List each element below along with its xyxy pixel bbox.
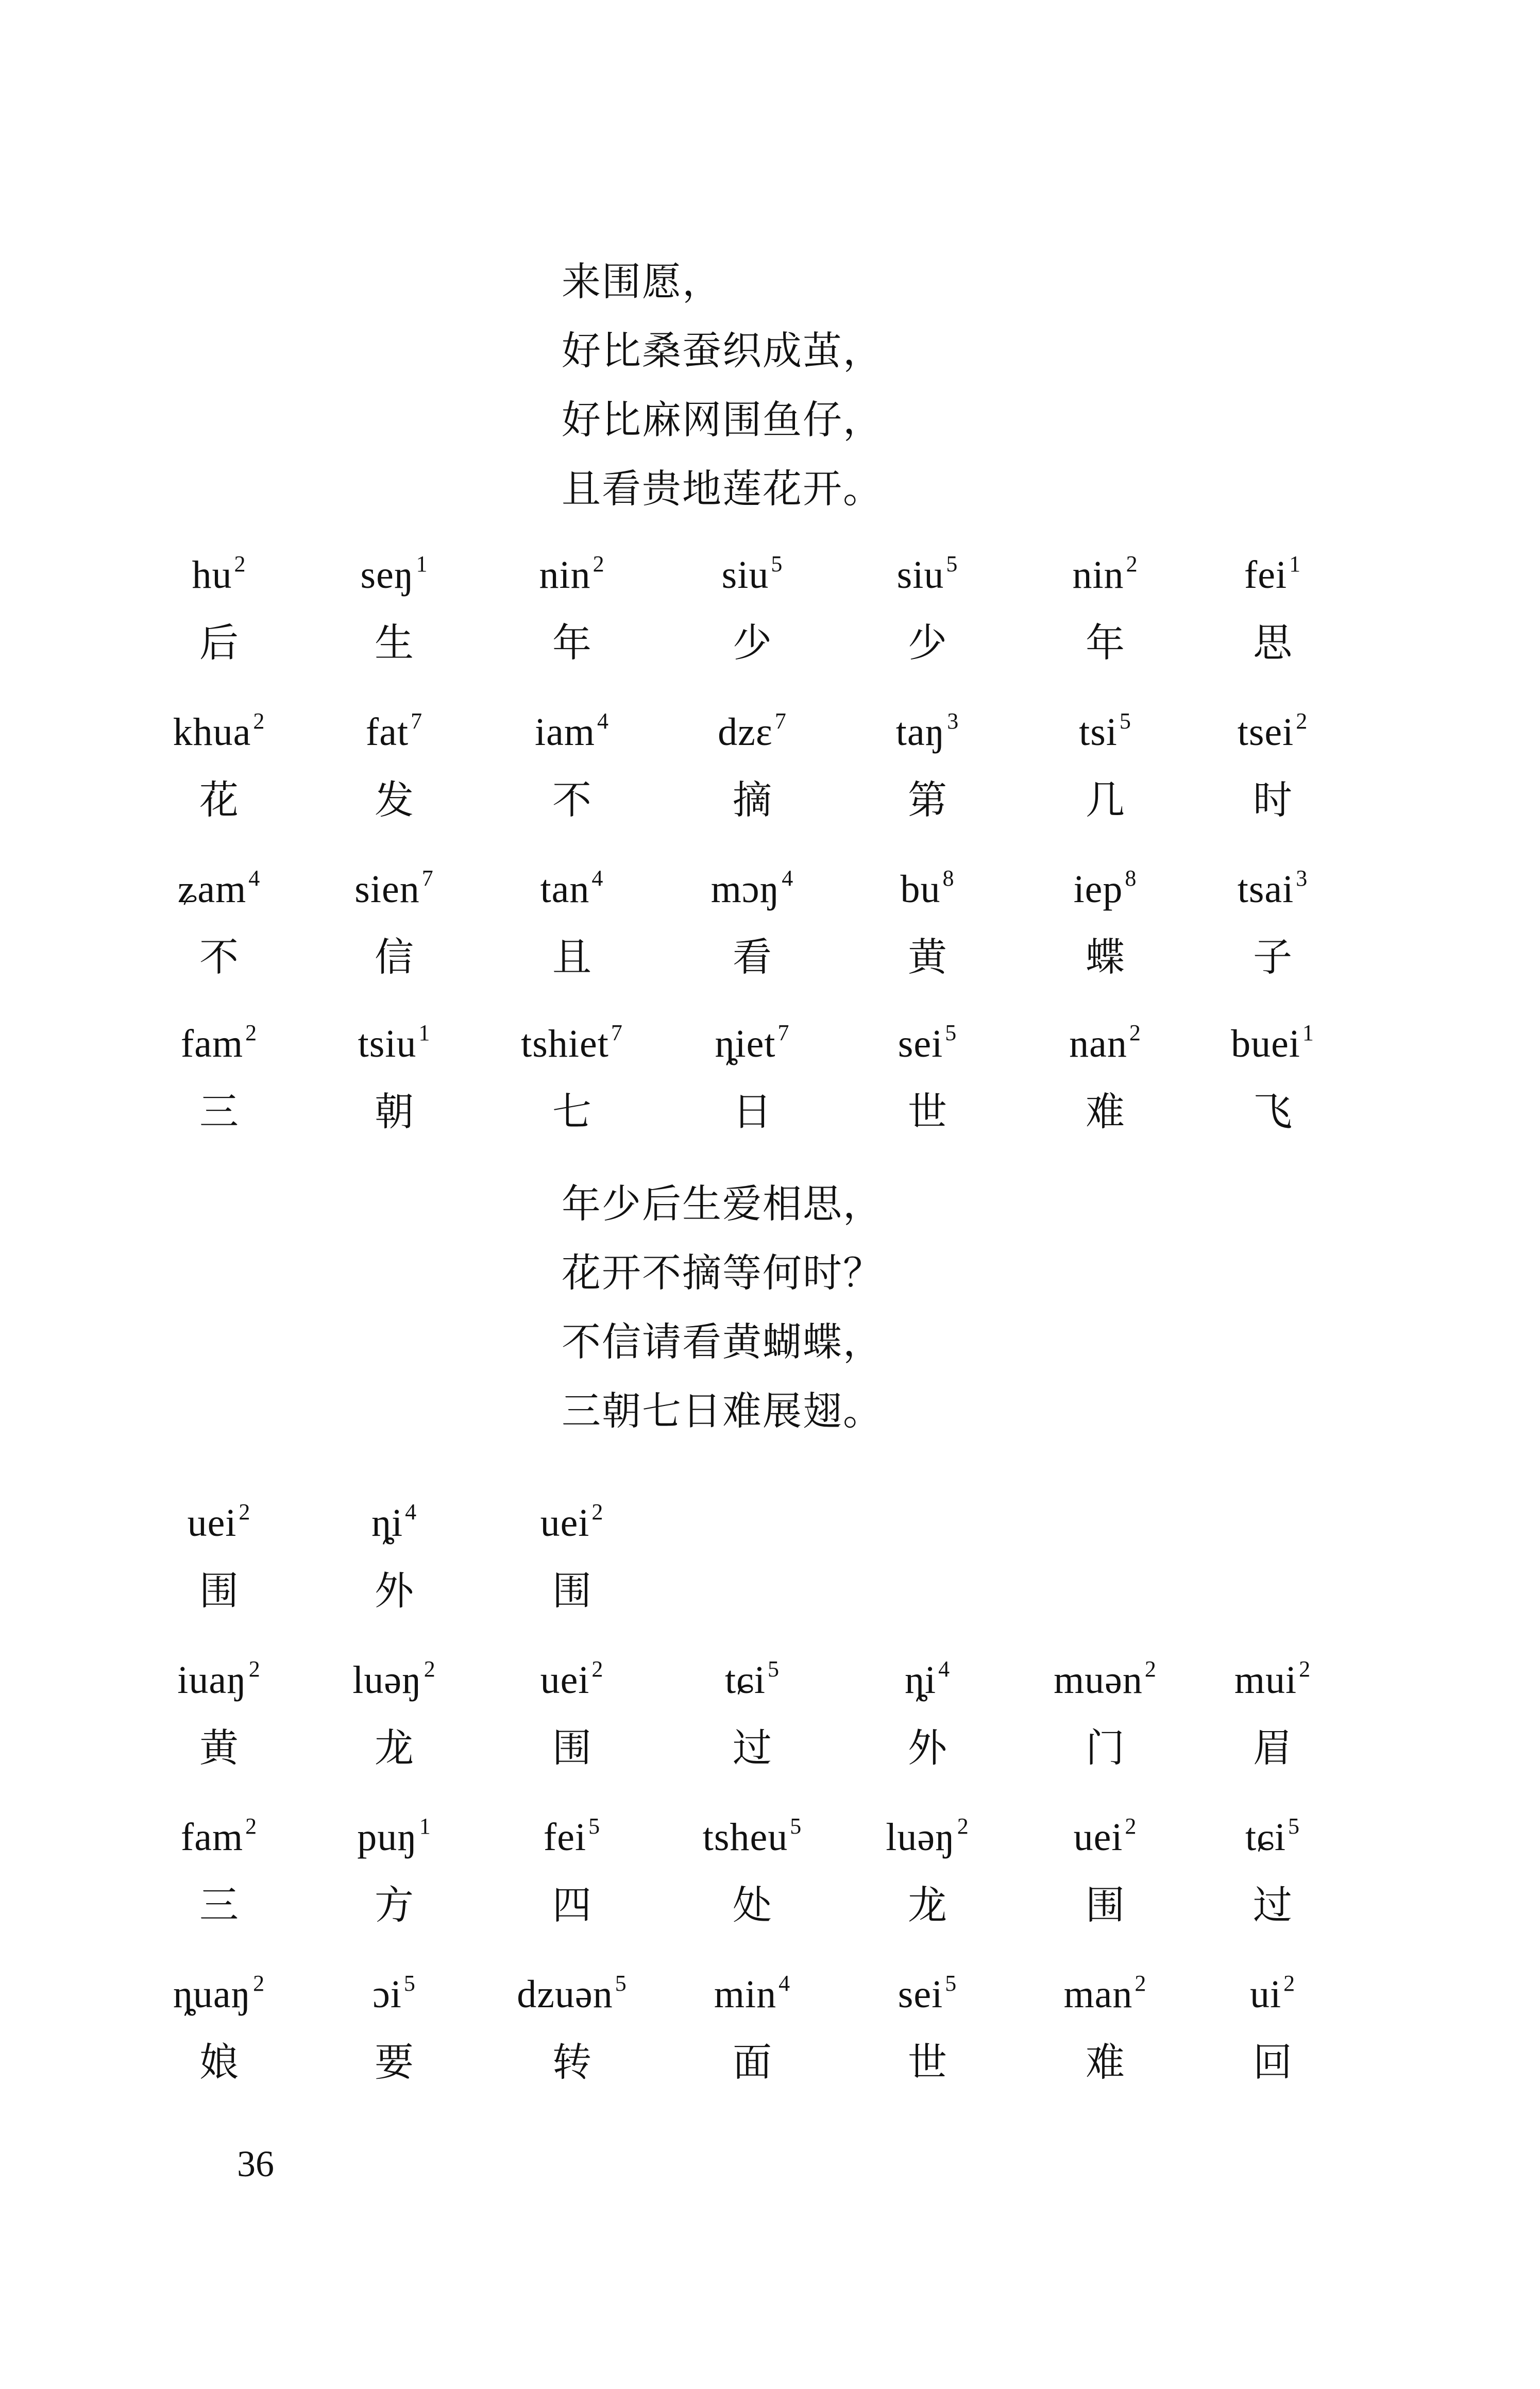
chinese-character: 时 [1253, 777, 1292, 823]
romanization: luəŋ$^2$ [886, 1814, 969, 1859]
romanization: siu$^5$ [721, 551, 783, 597]
romanization: tsei$^2$ [1237, 708, 1308, 754]
chinese-character: 方 [375, 1882, 414, 1928]
page-number: 36 [237, 2143, 274, 2184]
romanization: iep$^8$ [1073, 866, 1137, 911]
romanization: ȵuaŋ$^2$ [173, 1971, 265, 2016]
tone-number: 4 [938, 1656, 951, 1682]
tone-number: 2 [253, 1971, 265, 1996]
chinese-character: 飞 [1253, 1089, 1292, 1134]
gloss-cell [137, 693, 301, 828]
tone-number: 5 [946, 551, 958, 577]
gloss-cell [1190, 1955, 1355, 2091]
tone-number: 5 [1288, 1814, 1300, 1839]
romanization: nin$^2$ [539, 551, 605, 597]
chinese-character: 外 [375, 1568, 414, 1614]
gloss-cell [845, 536, 1010, 671]
tone-number: 2 [1296, 708, 1308, 734]
gloss-cell [137, 536, 301, 671]
chinese-character: 转 [552, 2039, 591, 2085]
romanization: ʑam$^4$ [177, 866, 261, 911]
chinese-character: 发 [375, 777, 414, 823]
gloss-cell [137, 1955, 301, 2091]
gloss-cell [489, 1955, 654, 2091]
romanization: tsiu$^1$ [358, 1020, 431, 1065]
chinese-character: 黄 [908, 934, 947, 980]
chinese-character: 娘 [199, 2039, 239, 2085]
romanization: buei$^1$ [1231, 1020, 1314, 1065]
tone-number: 5 [588, 1814, 601, 1839]
romanization: $\tan^4$ [540, 866, 604, 911]
gloss-cell [670, 1005, 835, 1140]
gloss-row [0, 1005, 1540, 1139]
tone-number: 5 [767, 1656, 780, 1682]
chinese-character: 过 [1253, 1882, 1292, 1928]
chinese-character: 世 [908, 1089, 947, 1134]
romanization: iuaŋ$^2$ [177, 1656, 261, 1702]
gloss-cell [1190, 1798, 1355, 1934]
romanization: uei$^2$ [540, 1499, 604, 1545]
tone-number: 7 [421, 866, 434, 891]
romanization: $hu^2$ [192, 551, 246, 597]
gloss-cell [845, 1641, 1010, 1776]
romanization: puŋ$^1$ [357, 1814, 431, 1859]
gloss-row [0, 850, 1540, 984]
tone-number: 1 [1302, 1020, 1314, 1045]
gloss-cell [489, 1484, 654, 1619]
chinese-character: 七 [552, 1089, 591, 1134]
tone-number: 2 [1144, 1656, 1157, 1682]
romanization: mɔŋ$^4$ [710, 866, 794, 911]
romanization: tsheu$^5$ [702, 1814, 802, 1859]
chinese-character: 不 [552, 777, 591, 823]
tone-number: 4 [597, 708, 609, 734]
gloss-cell [1190, 536, 1355, 671]
chinese-character: 门 [1086, 1725, 1125, 1771]
chinese-character: 且 [552, 934, 591, 980]
tone-number: 7 [777, 1020, 790, 1045]
chinese-character: 黄 [199, 1725, 239, 1771]
tone-number: 2 [1135, 1971, 1147, 1996]
tone-number: 4 [779, 1971, 791, 1996]
verse-stanza-1 [562, 247, 883, 523]
verse-line: 好比麻网围鱼仔， [562, 397, 883, 443]
romanization: uei$^2$ [187, 1499, 251, 1545]
gloss-cell [137, 850, 301, 986]
chinese-character: 少 [733, 620, 772, 666]
gloss-cell [1190, 1005, 1355, 1140]
verse-line: 好比桑蚕织成茧， [562, 328, 883, 374]
gloss-cell [489, 1798, 654, 1934]
romanization: uei$^2$ [1073, 1814, 1137, 1859]
tone-number: 5 [403, 1971, 416, 1996]
gloss-cell [137, 1484, 301, 1619]
gloss-row [0, 1641, 1540, 1775]
chinese-character: 子 [1253, 934, 1292, 980]
gloss-cell [312, 1484, 477, 1619]
romanization: $\min^4$ [714, 1971, 791, 2016]
verse-line: 花开不摘等何时？ [562, 1250, 883, 1296]
tone-number: 5 [790, 1814, 802, 1839]
tone-number: 2 [593, 551, 605, 577]
chinese-character: 回 [1253, 2039, 1292, 2085]
romanization: mui$^2$ [1234, 1656, 1311, 1702]
gloss-cell [1023, 536, 1188, 671]
gloss-cell [670, 693, 835, 828]
gloss-cell [1190, 850, 1355, 986]
gloss-cell [312, 1005, 477, 1140]
romanization: sei$^5$ [898, 1020, 957, 1065]
romanization: taŋ$^3$ [895, 708, 959, 754]
chinese-character: 围 [1086, 1882, 1125, 1928]
chinese-character: 看 [733, 934, 772, 980]
verse-line: 不信请看黄蝴蝶， [562, 1319, 883, 1365]
romanization: fei$^5$ [543, 1814, 601, 1859]
gloss-cell [845, 693, 1010, 828]
tone-number: 2 [239, 1499, 251, 1524]
romanization: nin$^2$ [1072, 551, 1138, 597]
gloss-cell [845, 1955, 1010, 2091]
tone-number: 8 [1125, 866, 1137, 891]
romanization: luəŋ$^2$ [352, 1656, 436, 1702]
romanization: muən$^2$ [1054, 1656, 1157, 1702]
romanization: ɔi$^5$ [373, 1971, 416, 2016]
gloss-cell [845, 1798, 1010, 1934]
gloss-cell [670, 850, 835, 986]
gloss-cell [489, 1641, 654, 1776]
romanization: sien$^7$ [354, 866, 434, 911]
romanization: dzuən$^5$ [517, 1971, 627, 2016]
gloss-cell [312, 1798, 477, 1934]
tone-number: 5 [615, 1971, 627, 1996]
chinese-character: 难 [1086, 2039, 1125, 2085]
tone-number: 2 [245, 1814, 258, 1839]
romanization: $ui^2$ [1249, 1971, 1296, 2016]
chinese-character: 龙 [908, 1882, 947, 1928]
romanization: tɕi$^5$ [1245, 1814, 1300, 1859]
gloss-cell [670, 1641, 835, 1776]
gloss-cell [1190, 1641, 1355, 1776]
romanization: $bu^8$ [900, 866, 955, 911]
tone-number: 5 [771, 551, 783, 577]
chinese-character: 龙 [375, 1725, 414, 1771]
gloss-cell [1190, 693, 1355, 828]
tone-number: 2 [253, 708, 265, 734]
chinese-character: 后 [199, 620, 239, 666]
chinese-character: 花 [199, 777, 239, 823]
romanization: nan$^2$ [1069, 1020, 1141, 1065]
chinese-character: 四 [552, 1882, 591, 1928]
tone-number: 3 [947, 708, 959, 734]
verse-line: 年少后生爱相思， [562, 1181, 883, 1227]
gloss-cell [312, 693, 477, 828]
gloss-cell [1023, 1798, 1188, 1934]
gloss-cell [489, 1005, 654, 1140]
gloss-cell [137, 1798, 301, 1934]
chinese-character: 蝶 [1086, 934, 1125, 980]
chinese-character: 信 [375, 934, 414, 980]
romanization: fei$^1$ [1244, 551, 1301, 597]
gloss-cell [489, 850, 654, 986]
romanization: iam$^4$ [535, 708, 609, 754]
tone-number: 2 [248, 1656, 261, 1682]
romanization: uei$^2$ [540, 1656, 604, 1702]
tone-number: 2 [424, 1656, 436, 1682]
tone-number: 2 [591, 1499, 604, 1524]
chinese-character: 三 [199, 1882, 239, 1928]
tone-number: 4 [405, 1499, 417, 1524]
romanization: fam$^2$ [180, 1814, 258, 1859]
tone-number: 2 [1129, 1020, 1141, 1045]
gloss-cell [845, 850, 1010, 986]
gloss-row [0, 1955, 1540, 2089]
chinese-character: 围 [199, 1568, 239, 1614]
gloss-cell [1023, 693, 1188, 828]
romanization: $ȵi^4$ [904, 1656, 951, 1702]
tone-number: 2 [1125, 1814, 1137, 1839]
romanization: dzɛ$^7$ [718, 708, 787, 754]
gloss-cell [312, 1955, 477, 2091]
gloss-cell [1023, 1641, 1188, 1776]
tone-number: 2 [1126, 551, 1138, 577]
tone-number: 2 [245, 1020, 258, 1045]
tone-number: 5 [945, 1971, 957, 1996]
gloss-cell [312, 536, 477, 671]
gloss-row [0, 693, 1540, 827]
chinese-character: 过 [733, 1725, 772, 1771]
romanization: man$^2$ [1063, 1971, 1147, 2016]
chinese-character: 摘 [733, 777, 772, 823]
tone-number: 1 [419, 1814, 431, 1839]
tone-number: 8 [942, 866, 955, 891]
romanization: tɕi$^5$ [725, 1656, 780, 1702]
gloss-row [0, 536, 1540, 670]
chinese-character: 三 [199, 1089, 239, 1134]
tone-number: 4 [591, 866, 604, 891]
tone-number: 2 [957, 1814, 969, 1839]
tone-number: 7 [774, 708, 787, 734]
chinese-character: 几 [1086, 777, 1125, 823]
gloss-cell [670, 1798, 835, 1934]
chinese-character: 处 [733, 1882, 772, 1928]
chinese-character: 生 [375, 620, 414, 666]
chinese-character: 不 [199, 934, 239, 980]
romanization: tsi$^5$ [1079, 708, 1131, 754]
chinese-character: 眉 [1253, 1725, 1292, 1771]
verse-stanza-2 [562, 1170, 883, 1446]
romanization: khua$^2$ [173, 708, 265, 754]
romanization: sei$^5$ [898, 1971, 957, 2016]
chinese-character: 第 [908, 777, 947, 823]
gloss-row [0, 1798, 1540, 1932]
chinese-character: 世 [908, 2039, 947, 2085]
chinese-character: 围 [552, 1725, 591, 1771]
tone-number: 7 [411, 708, 423, 734]
tone-number: 2 [234, 551, 246, 577]
gloss-cell [312, 850, 477, 986]
gloss-cell [489, 536, 654, 671]
tone-number: 5 [1119, 708, 1131, 734]
chinese-character: 面 [733, 2039, 772, 2085]
chinese-character: 围 [552, 1568, 591, 1614]
romanization: ȵiet$^7$ [715, 1020, 790, 1065]
tone-number: 5 [945, 1020, 957, 1045]
gloss-cell [312, 1641, 477, 1776]
romanization: tsai$^3$ [1237, 866, 1308, 911]
romanization: tshiet$^7$ [521, 1020, 623, 1065]
gloss-cell [489, 693, 654, 828]
gloss-cell [845, 1005, 1010, 1140]
chinese-character: 年 [1086, 620, 1125, 666]
gloss-cell [670, 1955, 835, 2091]
tone-number: 2 [1283, 1971, 1296, 1996]
tone-number: 1 [1289, 551, 1301, 577]
tone-number: 4 [248, 866, 261, 891]
tone-number: 4 [782, 866, 794, 891]
chinese-character: 少 [908, 620, 947, 666]
gloss-cell [670, 536, 835, 671]
romanization: fam$^2$ [180, 1020, 258, 1065]
tone-number: 2 [591, 1656, 604, 1682]
gloss-cell [1023, 1955, 1188, 2091]
tone-number: 3 [1296, 866, 1308, 891]
verse-line: 来围愿， [562, 259, 722, 304]
chinese-character: 难 [1086, 1089, 1125, 1134]
romanization: siu$^5$ [896, 551, 958, 597]
gloss-cell [137, 1641, 301, 1776]
gloss-row [0, 1484, 1540, 1618]
romanization: $ȵi^4$ [371, 1499, 417, 1545]
gloss-cell [1023, 850, 1188, 986]
gloss-cell [137, 1005, 301, 1140]
romanization: seŋ$^1$ [360, 551, 428, 597]
chinese-character: 年 [552, 620, 591, 666]
tone-number: 1 [416, 551, 428, 577]
chinese-character: 思 [1253, 620, 1292, 666]
verse-line: 且看贵地莲花开。 [562, 466, 883, 512]
chinese-character: 外 [908, 1725, 947, 1771]
chinese-character: 日 [733, 1089, 772, 1134]
tone-number: 7 [611, 1020, 623, 1045]
verse-line: 三朝七日难展翅。 [562, 1388, 883, 1434]
chinese-character: 要 [375, 2039, 414, 2085]
chinese-character: 朝 [375, 1089, 414, 1134]
tone-number: 1 [418, 1020, 431, 1045]
gloss-cell [1023, 1005, 1188, 1140]
tone-number: 2 [1299, 1656, 1311, 1682]
romanization: fat$^7$ [365, 708, 423, 754]
